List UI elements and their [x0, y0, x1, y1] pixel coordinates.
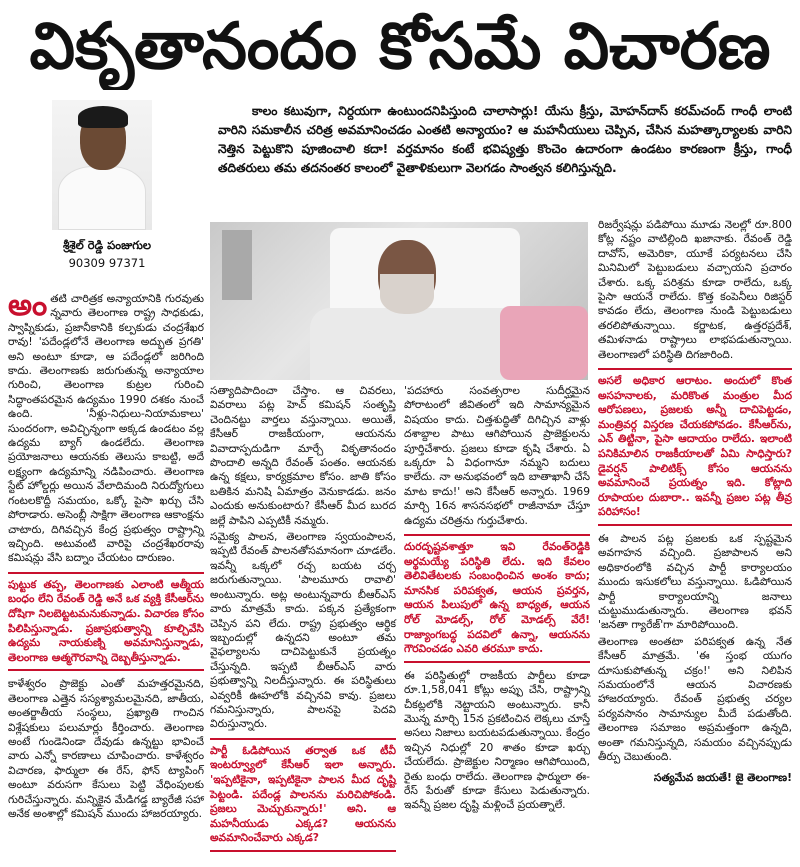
body-paragraph: 'పదహారు సంవత్సరాల సుదీర్ఘమైన పోరాటంలో జీవితంలో ఇది సామాన్యమైన విషయం కాదు. చిత్తశుద్ధితో దిగిచ్చిన వాళ్లు దశాబ్దాల పాటు ఆగిపోయిన ప్రాజెక్టులను పూర్తిచేశారు. ప్రజలు కూడా కృషి చేశారు. ఏ ఒక్కరూ ఏ విధంగానూ నమ్మని బదులు కాలేదు. నా అనుభవంలో ఇది బాతాఖానీ చేసే మాట కాదు!' అని కేసీఆర్ అన్నారు. 1969 మార్చి 16న శాసనసభలో రాజీనామా చేస్తూ ఉద్యమ చరిత్రను గుర్తుచేశారు.: [404, 384, 590, 527]
column-3: [404, 384, 590, 815]
pull-quote: దురదృష్టవశాత్తూ ఇవి రేవంత్‌రెడ్డికి అర్థమయ్యే పరిస్థితి లేదు. ఇది కేవలం తెలివితేటలకు సంబంధించిన అంశం కాదు; మానసిక పరిపక్వత, ఆయన ప్రవర్తన, ఆయన పిలుపులో ఉన్న బాధ్యత, ఆయన రోల్ మోడల్స్, రోల్ మోడల్స్ వేరే! రాజ్యాంగబద్ధ పదవిలో ఉన్నా, ఆయనను గౌరవించడం ఎవరి తరమూ కాదు.: [404, 534, 590, 663]
body-paragraph: రిజర్వేషన్లు పడిపోయి మూడు నెలల్లో రూ.800 కోట్ల నష్టం వాటిల్లింది ఖజానాకు. రేవంత్ రెడ్డి దావోస్, అమెరికా, యూకే పర్యటనలు చేసి మినిమిలో పెట్టుబడులు వచ్చాయని ప్రచారం చేశారు. ఒక్క పరిశ్రమ కూడా రాలేదు, ఒక్క పైసా ఆయనే రాలేదు. కొత్త కంపెనీలు రిజిస్టర్ కావడం లేదు, తెలంగాణ నుండి పెట్టుబడులు తరలిపోతున్నాయి. కర్ణాటక, ఉత్తరప్రదేశ్, తమిళనాడు రాష్ట్రాలు లాభపడుతున్నాయి. తెలంగాణలో పరిస్థితి దిగజారింది.: [598, 218, 792, 361]
author-photo: [52, 100, 152, 230]
author-name: శ్రీశైల్ రెడ్డి పంజుగుల: [62, 238, 152, 252]
body-paragraph: సత్యాదిపాదించా చేస్తాం. ఆ చివరలు, వివరాలు పట్ల హెచ్ కమిషన్ సంతృప్తి చెందినట్టు వార్తలు వస్తున్నాయి. అయితే, కేసీఆర్ రాజకీయంగా, ఆయనను వివాదాస్పదుడిగా మార్చే వికృతానందం పొందాలి అన్నది రేవంత్ పంతం. ఆయనకు ఉన్న కక్షలు, కార్యక్రమాల కోసం. జాతి కోసం బతికిన మనిషి ఏమాత్రం వెనుకాడడు. జనం ఎందుకు అనుకుంటారు? కేసీఆర్ మీద బురద జల్లే పాపిని ఎప్పటికీ నమ్మరు.: [210, 384, 396, 527]
body-paragraph: తెలంగాణ అంతటా పరిపక్వత ఉన్న నేత కేసీఆర్ మాత్రమే. 'ఈ స్తంభ యుగం దూసుకుపోతున్న చక్రం!' అని నిలిపిన సమయంలోనే ఆయన విచారణకు హాజరయ్యారు. రేవంత్ ప్రభుత్వ చర్యల పర్యవసానం సామాన్యుల మీదే పడుతోంది. తెలంగాణ సమాజం అప్రమత్తంగా ఉన్నది, అంతా గమనిస్తున్నది, సమయం వచ్చినప్పుడు తీర్పు చెబుతుంది.: [598, 634, 792, 764]
body-paragraph: సమైక్య పాలన, తెలంగాణ స్వయంపాలన, ఇప్పటి రేవంత్ పాలనతోసమానంగా చూడలేం. ఇవన్నీ ఒక్కలో రచ్చ బయట చర్చ జరుగుతున్నాయి. 'పాలమూరు రావాలి' అంటున్నారు. అట్ల అంటున్నవారు బీఆర్ఎస్ వారు మాత్రమే కాదు. పక్కన ప్రత్యేకంగా చెప్పిన పని లేదు. రాష్ట్ర ప్రభుత్వం ఆర్థిక ఇబ్బందుల్లో ఉన్నదని అంటూ తమ వైఫల్యాలను దాచిపెట్టుకునే ప్రయత్నం చేస్తున్నది. ఇప్పటి బీఆర్ఎస్ వారు ప్రభుత్వాన్ని నిలదీస్తున్నారు. ఈ పరిస్థితులు ఎవ్వరికీ ఊహలోకి వచ్చినవి కావు. ప్రజలు గమనిస్తున్నారు, పాలనపై పెదవి విరుస్తున్నారు.: [210, 530, 396, 731]
column-1: [8, 288, 204, 823]
pull-quote: పుట్టుక తప్ప, తెలంగాణకు ఎలాంటి ఆత్మీయ బంధం లేని రేవంత్ రెడ్డి అనే ఒక వ్యక్తి కేసీఆర్‌ను దోషిగా నిలబెట్టటమనుకున్నాడు. విచారణ కోసం పిలిపిస్తున్నాడు. ప్రజాప్రభుత్వాన్ని కూల్చివేసి ఉద్యమ నాయకుణ్ని అవమానిస్తున్నాడు, తెలంగాణ ఆత్మగౌరవాన్ని దెబ్బతీస్తున్నాడు.: [8, 572, 204, 672]
intro-paragraph: కాలం కటువుగా, నిర్దయగా ఉంటుందనిపిస్తుంది చాలాసార్లు! యేసు క్రీస్తు, మోహన్‌దాస్ కరమ్‌చంద్ గాంధీ లాంటి వారిని సమకాలీన చరిత్ర అవమానించడం ఎంతటి అన్యాయం? ఆ మహనీయులు చెప్పిన, చేసిన మహత్కార్యాలకు వారిని నెత్తిన పెట్టుకొని పూజించాలి కదా! వర్తమానం కంటే భవిష్యత్తు కొంచెం ఉదారంగా ఉండటం కారణంగా క్రీస్తు, గాంధీ తదితరులు తమ తదనంతర కాలంలో వైతాళికులుగా వెలగడం సాంత్వన కలిగిస్తున్నది.: [218, 104, 792, 175]
photo-background-equipment: [222, 230, 252, 300]
paragraph-text: తటి చారిత్రక అన్యాయానికి గురవుతు న్నవారు తెలంగాణ రాష్ట్ర సాధకుడు, స్వాప్నికుడు, ప్రజానీకానికి కల్పకుడు చంద్రశేఖర రావు! 'పదేండ్లలోనే తెలంగాణ అద్భుత ప్రగతి' అని అంటూ కూడా, ఆ పదేండ్లలో జరిగింది కాదు. తెలంగాణకు జరుగుతున్న అన్యాయాల గురించి, తెలంగాణ కుట్రల గురించి సిద్ధాంతపరమైన ఉద్యమం 1990 దశకం నుంచే ఉంది. 'నీళ్లు-నిధులు-నియామకాలు' సుందరంగా, అవిచ్ఛిన్నంగా అక్కడ ఉండటం వల్ల ఉద్యమ బ్యాగ్ ఉండలేదు. తెలంగాణ ప్రయోజనాలు ఆయనకు తెలుసు కాబట్టి, అదే లక్ష్యంగా ఉద్యమాన్ని నడిపించారు. తెలంగాణ స్టేట్ హోల్డర్లు అయిన వేలాదిమంది నిరుద్యోగులు గంటలకొద్దీ సమయం, ఒక్కో పైసా ఖర్చు చేసి పోరాడారు. అసెంబ్లీ సాక్షిగా తెలంగాణ ఆకాంక్షను చాటారు, దిగివచ్చిన కేంద్ర ప్రభుత్వం రాష్ట్రాన్ని ఇచ్చింది. అటువంటి వారిపై చంద్రశేఖరరావు కమిషన్లు వేసి బద్నాం చేయటం దారుణం.: [8, 292, 204, 565]
body-paragraph: కాళేశ్వరం ప్రాజెక్టు ఎంతో మహత్తరమైనది, తెలంగాణ ఎత్తైన సస్యశ్యామలమైనది, జాతీయ, అంతర్జాతీయ సంస్థలు, ప్రఖ్యాతి గాంచిన విశ్లేషకులు పలుమార్లు కీర్తించారు. తెలంగాణ అంటే గుండెనిండా దేవుడు ఉన్నట్టు భావించే వారు ఎన్నో కారణాలు చూపించారు. కాళేశ్వరం విచారణ, ఫార్ములా ఈ రేస్, ఫోన్ ట్యాపింగ్ అంటూ వరుసగా కేసులు పెట్టి వేధింపులకు గురిచేస్తున్నారు. మన్నికైన మేడిగడ్డ బ్యారేజీ సహా అనేక అంశాల్లో కమిషన్ ముందు హాజరయ్యారు.: [8, 677, 204, 820]
body-paragraph: ఈ పరిస్థితుల్లో రాజకీయ పార్టీలు కూడా రూ.1,58,041 కోట్లు అప్పు చేసి, రాష్ట్రాన్ని చీకట్లలోకి నెట్టాయని అంటున్నారు. కానీ మొన్న మార్చి 15న ప్రకటించిన లెక్కలు చూస్తే అసలు నిజాలు బయటపడుతున్నాయి. కేంద్రం ఇచ్చిన నిధుల్లో 20 శాతం కూడా ఖర్చు చేయలేదు. ప్రాజెక్టుల నిర్మాణం ఆగిపోయింది, రైతు బంధు రాలేదు. తెలంగాణ ఫార్ములా ఈ-రేస్ పేరుతో కూడా కేసులు పెడుతున్నారు. ఇవన్నీ ప్రజల దృష్టి మళ్లించే ప్రయత్నాలే.: [404, 668, 590, 812]
closing-slogan: సత్యమేవ జయతే! జై తెలంగాణ!: [653, 770, 792, 784]
headline: వికృతానందం కోసమే విచారణ: [29, 9, 771, 84]
body-paragraph: ఈ పాలన పట్ల ప్రజలకు ఒక స్పష్టమైన అవగాహన వచ్చింది. ప్రజాపాలన అని అధికారంలోకి వచ్చిన పార్టీ కార్యాలయం ముందు ఇసుకలోలు వస్తున్నాయి. ఓడిపోయిన పార్టీ కార్యాలయాన్ని జనాలు చుట్టుముడుతున్నారు. తెలంగాణ భవన్ 'జనతా గ్యారేజ్'గా మారిపోయింది.: [598, 532, 792, 632]
author-portrait-body: [58, 166, 146, 230]
column-2: [210, 384, 396, 858]
author-portrait-hair: [78, 106, 128, 128]
photo-beard: [380, 274, 434, 314]
photo-pink-cloth: [500, 306, 588, 380]
column-4: [598, 218, 792, 785]
hospital-patient-photo: [210, 222, 588, 380]
pull-quote: పార్టీ ఓడిపోయిన తర్వాత ఒక టీవీ ఇంటర్వ్యూలో కేసీఆర్ ఇలా అన్నారు. 'ఇప్పటికైనా, ఇప్పటికైనా పాలన మీద దృష్టి పెట్టండి. పదేండ్ల పాలనను మరిచిపోకండి. ప్రజలు మెచ్చుకున్నారు!' అని. ఆ మహనీయుడు ఎక్కడ? ఆయనను అవమానించేవారు ఎక్కడ?: [210, 738, 396, 852]
body-paragraph: [8, 288, 204, 566]
dropcap: అం: [8, 288, 48, 323]
pull-quote: అసలే అధికార ఆరాటం. అందులో కొంత అసహనాలకు, మరికొంత మంత్రుల మీద ఆరోపణలు, ప్రజలకు అన్నీ దాచిపెట్టడం, మంత్రివర్గ విస్తరణ చేయకపోవడం. కేసీఆర్‌ను, ఎన్ తిట్టినా, పైసా ఆదాయం రాలేదు. ఇలాంటి పనికిమాలిన రాజకీయాలతో ఏమి సాధిస్తారు? డైవర్షన్ పాలిటిక్స్ కోసం ఆయనను అవమానించే ప్రయత్నం ఇది. కోట్లాది రూపాయల దుబారా.. ఇవన్నీ ప్రజల పట్ల తీవ్ర పరిహాసం!: [598, 368, 792, 526]
author-phone: 90309 97371: [68, 256, 146, 270]
